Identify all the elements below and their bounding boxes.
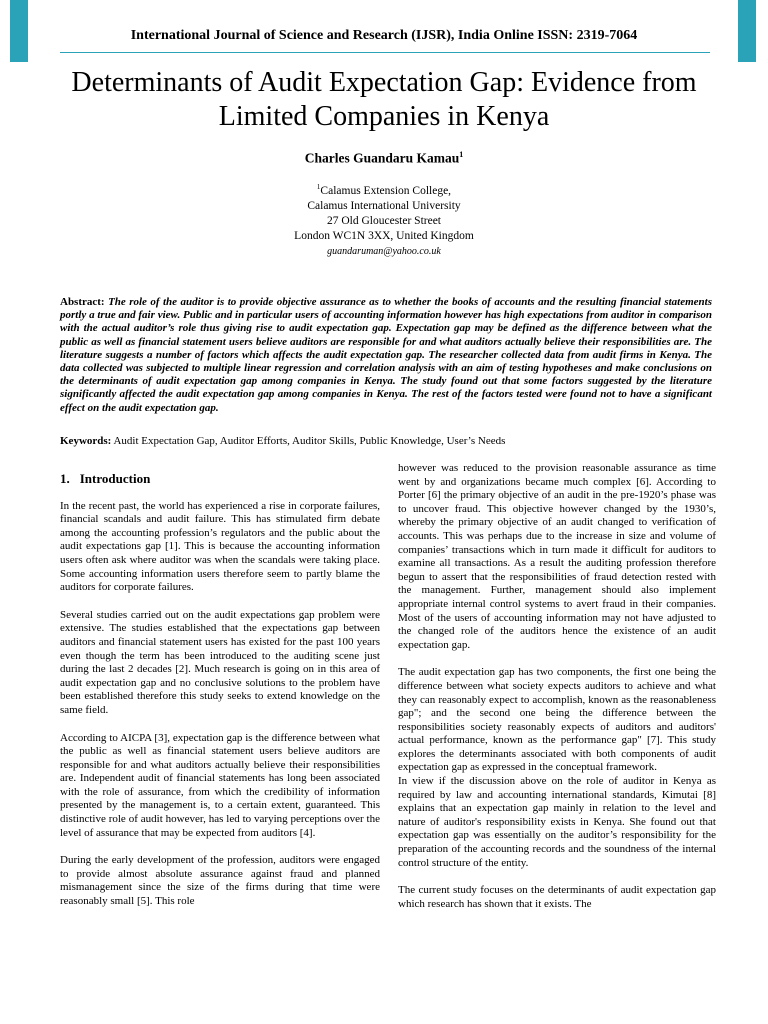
abstract-text: The role of the auditor is to provide objective assurance as to whether the books of accounts and the resulting financial statements portly a true and fair view. Public and in particular users of accounting information however has high expectations from auditor in comparison with the actual auditor’s role thus giving rise to audit expectation gap. Expectation gap may be defined as the difference between what the public as well as financial statement users believe auditors are responsible for and what auditors actually believe their responsibilities are. The literature suggests a number of factors which affects the audit expectation gap. The researcher collected data from audit firms in Kenya. The data collected was subjected to multiple linear regression and correlation analysis with an aim of testing hypotheses and make conclusions on the determinants of audit expectation gap among companies in Kenya. The study found out that some factors suggested by the literature significantly affected the audit expectation gap among companies in Kenya. The rest of the factors tested were found not to have a significant effect on the audit expectation gap. xyxy=(60,296,712,414)
paragraph: The current study focuses on the determinants of audit expectation gap which research has shown that it exists. The xyxy=(398,884,716,910)
keywords-text: Audit Expectation Gap, Auditor Efforts, Auditor Skills, Public Knowledge, User’s Needs xyxy=(113,435,506,447)
author-name-text: Charles Guandaru Kamau xyxy=(304,150,460,166)
paragraph: The audit expectation gap has two components, the first one being the difference between what society expects auditors to achieve and what they can reasonably expect to accomplish, known as the reasonableness gap"; and the second one being the difference between the responsibilities society reasonably expects of auditors and auditors' actual performance, known as the performance gap" [7]. This study explores the determinants associated with both components of audit expectation gap as expressed in the conceptual framework. xyxy=(398,666,716,774)
affiliation-block xyxy=(0,180,768,259)
keywords-label: Keywords: xyxy=(60,435,112,447)
author-superscript: 1 xyxy=(459,150,464,159)
affiliation-line-4: London WC1N 3XX, United Kingdom xyxy=(294,229,474,242)
left-column xyxy=(60,472,380,923)
section-title: Introduction xyxy=(79,471,151,486)
paragraph: In view if the discussion above on the role of auditor in Kenya as required by law and accounting international standards, Kimutai [8] explains that an expectation gap mainly in relation to the level and nature of auditor's responsibility exists in Kenya. She found out that expectation gap was essentially on the auditor’s responsibility for the preparation of the accounting records and the soundness of the internal control structure of the entity. xyxy=(398,775,716,869)
journal-header: International Journal of Science and Research (IJSR), India Online ISSN: 2319-7064 xyxy=(130,28,638,43)
paragraph: During the early development of the profession, auditors were engaged to provide almost absolute assurance against fraud and planned mismanagement since the size of the firms during that time were reasonably small [5]. This role xyxy=(60,854,380,908)
paragraph: According to AICPA [3], expectation gap is the difference between what the public as well as financial statement users believe auditors are responsible for and what auditors actually believe their responsibilities are. Independent audit of financial statements has long been associated with the role of assurance, from which the credibility of information presented by the management is, to a certain extent, guaranteed. This distinctive role of audit however, has led to varying perceptions over the level of assurance that may be expected from auditors [4]. xyxy=(60,731,380,839)
paper-title: Determinants of Audit Expectation Gap: Evidence from Limited Companies in Kenya xyxy=(71,67,697,132)
affiliation-line-3: 27 Old Gloucester Street xyxy=(326,214,441,227)
author-email: guandaruman@yahoo.co.uk xyxy=(327,245,441,257)
right-column xyxy=(398,462,716,925)
paragraph: Several studies carried out on the audit expectations gap problem were extensive. The studies established that the expectations gap between auditors and financial statement users has existed for the past 100 years even though the term has been introduced to the auditing scene just during the last 2 decades [2]. Much research is going on in this area of audit expectation gap and no conclusive solutions to the problem have been established therefore this study seeks to extend knowledge on the same field. xyxy=(60,608,380,716)
paragraph: In the recent past, the world has experienced a rise in corporate failures, financial scandals and audit failure. This has stimulated firm debate among the accounting profession’s regulators and the public about the audit expectations gap [1]. This is because the accounting information users often ask where auditor was when the scandals were taking place. Some accounting information users therefore seem to partly blame the auditors for corporate failures. xyxy=(60,499,380,594)
paragraph: however was reduced to the provision reasonable assurance as time went by and organizations became much complex [6]. According to Porter [6] the primary objective of an audit in the pre-1920’s phase was to uncover fraud. This objective however changed by the 1930’s, whereby the primary objective of an audit changed to verification of accounts. This was perhaps due to the increase in size and volume of companies’ transactions which in turn made it difficult for auditors to examine all transactions. As a result the auditing profession therefore begun to assert that the responsibilities of fraud detection rested with the management. Further, management should also implement appropriate internal control systems to avert fraud in their companies. Most of the users of accounting information may not have adjusted to the changed role of the auditors hence the existence of an audit expectation gap. xyxy=(398,462,716,651)
affiliation-line-1: $^1$Calamus Extension College, xyxy=(316,183,452,197)
section-number: 1. xyxy=(60,471,70,486)
header-divider xyxy=(60,52,710,53)
section-heading xyxy=(60,472,380,486)
affiliation-superscript: 1 xyxy=(316,183,321,191)
abstract-label: Abstract: xyxy=(60,296,105,308)
author-name xyxy=(0,150,768,167)
abstract xyxy=(60,296,712,415)
keywords xyxy=(60,434,712,448)
affiliation-line-2: Calamus International University xyxy=(307,199,461,212)
